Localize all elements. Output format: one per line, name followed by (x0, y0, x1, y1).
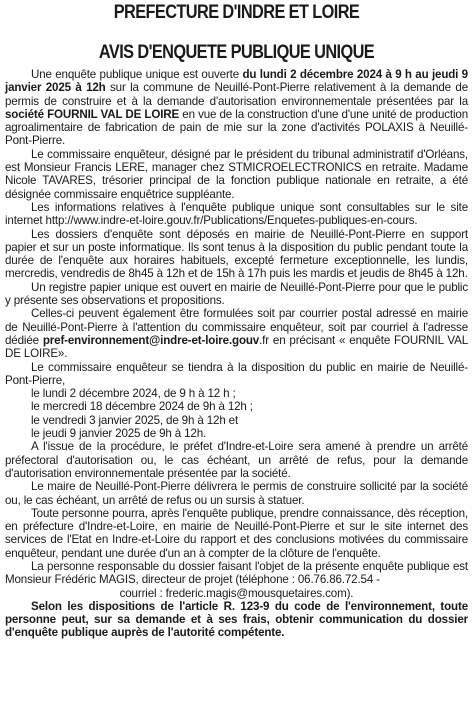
observations-text-a: Celles-ci peuvent également être formulées soit par courrier postal adressé en mairie de Neuillé-Pont-Pierre à l'attention du commissaire enquêteur, soit par courriel à l'adresse dédiée (5, 307, 468, 347)
observations-text-b: .fr en précisant « enquête FOURNIL VAL DE LOIRE». (5, 333, 468, 361)
notice-title: PREFECTURE D'INDRE ET LOIRE (113, 2, 360, 23)
legal-text: Selon les dispositions de l'article R. 123-9 du code de l'environnement, toute personne peut, sur sa demande et à ses frais, obtenir communication du dossier d'enquête publique auprès de l'autorité compétente. (5, 599, 468, 640)
permanence-date-1: le lundi 2 décembre 2024, de 9 h à 12 h ; (31, 387, 236, 401)
notice-subtitle: AVIS D'ENQUETE PUBLIQUE UNIQUE (98, 42, 375, 63)
paragraph-website: Les informations relatives à l'enquête publique unique sont consultables sur le site internet http://www.indre-et-loire.gouv.fr/Publications/Enquetes-publiques-en-cours. (5, 200, 468, 228)
company-name: société FOURNIL VAL DE LOIRE (5, 107, 180, 121)
paragraph-contact: La personne responsable du dossier faisant l'objet de la présente enquête publique est Monsieur Frédéric MAGIS, directeur de projet (téléphone : 06.76.86.72.54 - (5, 559, 468, 587)
paragraph-prefect-decision: A l'issue de la procédure, le préfet d'Indre-et-Loire sera amené à prendre un arrêté préfectoral d'autorisation ou, le cas échéant, un arrêté de refus, pour la demande d'autorisation environnementale présentée par la société. (5, 440, 468, 480)
paragraph-report-access: Toute personne pourra, après l'enquête publique, prendre connaissance, dès réception, en préfecture d'Indre-et-Loire, en mairie de Neuillé-Pont-Pierre et sur le site internet des services de l'Etat en Indre-et-Loire du rapport et des conclusions motivées du commissaire enquêteur, pendant une durée d'un an à compter de la clôture de l'enquête. (5, 506, 468, 560)
paragraph-permanences: Le commissaire enquêteur se tiendra à la disposition du public en mairie de Neuillé-Pont-Pierre, (5, 360, 468, 387)
opening-text-a: Une enquête publique unique est ouverte (31, 68, 243, 81)
opening-text-b: sur la commune de Neuillé-Pont-Pierre relativement à la demande de permis de construire et à la demande d'autorisation environnementale présentées par la (5, 81, 468, 108)
paragraph-mayor-decision: Le maire de Neuillé-Pont-Pierre délivrera le permis de construire sollicité par la société ou, le cas échéant, un arrêté de refus ou un sursis à statuer. (5, 480, 468, 507)
paragraph-files: Les dossiers d'enquête sont déposés en mairie de Neuillé-Pont-Pierre en support papier et sur un poste informatique. Ils sont tenus à la disposition du public pendant toute la durée de l'enquête aux horaires habituels, excepté fermeture exceptionnelle, les lundis, mercredis, vendredis de 8h45 à 12h et de 15h à 17h puis les mardis et jeudis de 8h45 à 12h. (5, 227, 468, 281)
inquiry-dates: du lundi 2 décembre 2024 à 9 h au jeudi 9 janvier 2025 à 12h (5, 68, 468, 95)
paragraph-opening (5, 68, 468, 148)
paragraph-register: Un registre papier unique est ouvert en mairie de Neuillé-Pont-Pierre pour que le public y présente ses observations et propositions. (5, 280, 468, 308)
permanence-date-2: le mercredi 18 décembre 2024 de 9h à 12h ; (31, 400, 253, 414)
contact-email: courriel : frederic.magis@mousquetaires.com). (119, 586, 354, 600)
permanence-date-3: le vendredi 3 janvier 2025, de 9h à 12h et (31, 413, 239, 427)
paragraph-observations (5, 307, 468, 360)
paragraph-commissioner: Le commissaire enquêteur, désigné par le président du tribunal administratif d'Orléans, est Monsieur Francis LERE, manager chez STMICROELECTRONICS en retraite. Madame Nicole TAVARES, trésorier principal de la fonction publique nationale en retraite, a été désignée commissaire enquêtrice suppléante. (5, 147, 468, 201)
dedicated-email: pref-environnement@indre-et-loire.gouv (42, 333, 260, 347)
opening-text-c: en vue de la construction d'une d'une unité de production agroalimentaire de fabrication de pain de mie sur la zone d'activités POLAXIS à Neuillé-Pont-Pierre. (5, 107, 469, 148)
paragraph-legal (5, 600, 468, 640)
permanence-date-4: le jeudi 9 janvier 2025 de 9h à 12h. (31, 427, 207, 441)
